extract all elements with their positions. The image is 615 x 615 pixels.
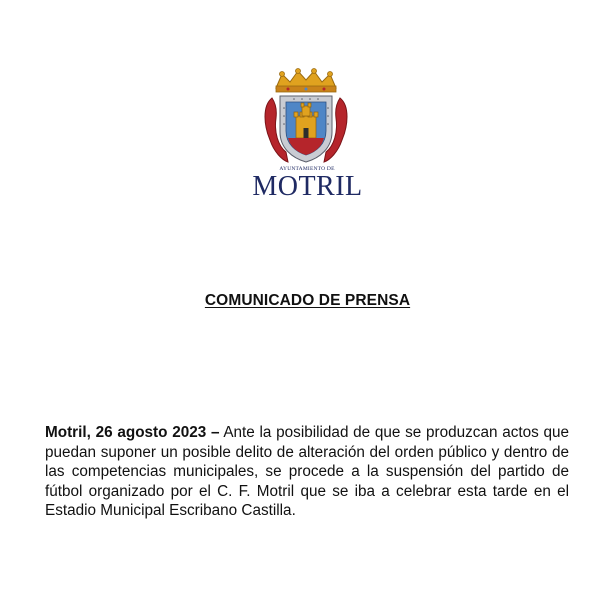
- logo-caption: AYUNTAMIENTO DE: [279, 166, 335, 172]
- page-title: COMUNICADO DE PRENSA: [204, 292, 411, 309]
- dateline: Motril, 26 agosto 2023 –: [45, 424, 220, 441]
- crown-icon: [276, 69, 336, 93]
- body-text: Ante la posibilidad de que se produzcan actos que puedan suponer un posible delito de alteración del orden público y dentro de las competencias municipales, se procede a la suspensión del partido de fútbol organizado por el C. F. Motril que se iba a celebrar esta tarde en el Estadio Municipal Escribano Castilla.: [45, 424, 569, 520]
- logo-wordmark: MOTRIL: [252, 171, 363, 202]
- press-release-body: [45, 423, 569, 521]
- coat-of-arms-icon: [258, 66, 354, 170]
